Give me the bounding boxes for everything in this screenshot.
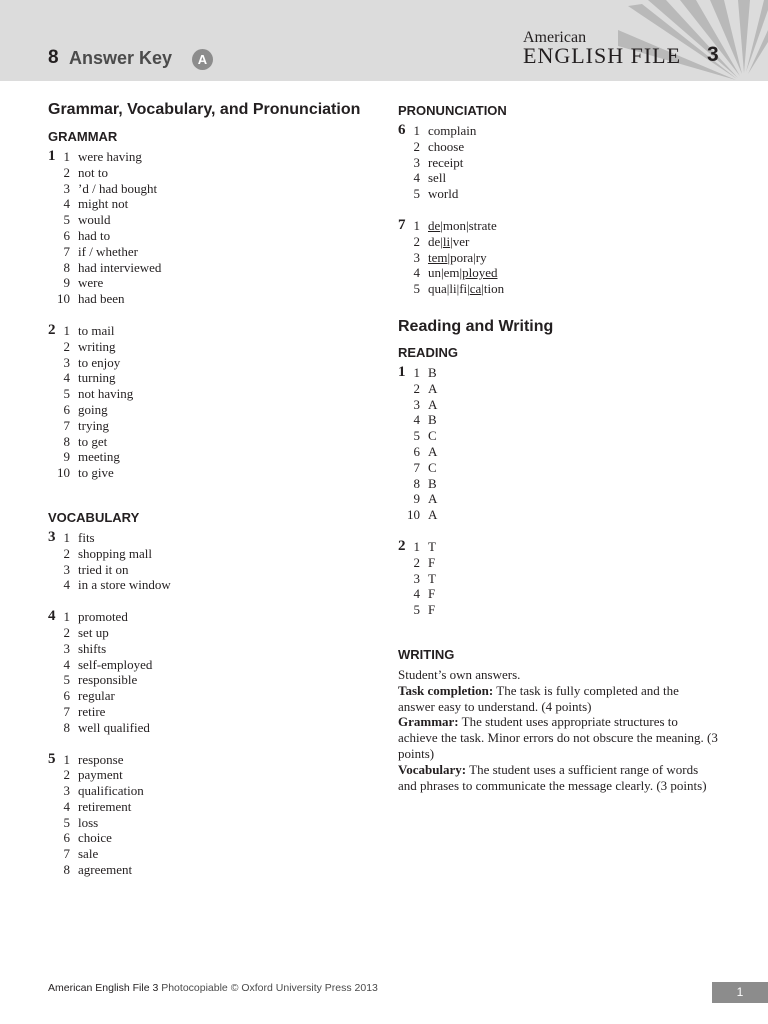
answer-item — [48, 688, 368, 704]
answer-item — [48, 434, 368, 450]
answer-item — [398, 412, 718, 428]
item-answer: shopping mall — [78, 545, 153, 561]
page-footer — [48, 982, 378, 994]
item-number: 1 — [63, 751, 70, 767]
answer-item — [398, 397, 718, 413]
answer-item — [48, 672, 368, 688]
answer-list — [398, 539, 718, 618]
item-number: 7 — [413, 459, 420, 475]
answer-item — [48, 339, 368, 355]
writing-intro: Student’s own answers. — [398, 666, 521, 682]
item-number: 8 — [63, 862, 70, 878]
item-answer: response — [78, 751, 124, 767]
left-column — [48, 100, 368, 878]
item-number: 3 — [63, 180, 70, 196]
answer-item — [48, 291, 368, 307]
item-number: 9 — [413, 491, 420, 507]
item-answer: sell — [428, 170, 447, 186]
item-number: 10 — [407, 507, 420, 523]
criterion-label: Grammar: — [398, 714, 459, 730]
item-answer: if / whether — [78, 243, 138, 259]
heading-vocabulary: VOCABULARY — [48, 509, 140, 525]
exercise-number: 1 — [48, 148, 56, 164]
item-number: 6 — [63, 830, 70, 846]
answer-item — [48, 165, 368, 181]
item-number: 4 — [413, 265, 420, 281]
answer-item — [398, 218, 718, 234]
exercise-number: 4 — [48, 608, 56, 625]
item-answer: self-employed — [78, 656, 153, 672]
item-number: 3 — [63, 561, 70, 577]
item-number: 2 — [63, 545, 70, 561]
answer-item — [48, 641, 368, 657]
criterion-grammar — [398, 714, 718, 761]
item-answer: had been — [78, 291, 125, 307]
item-number: 3 — [413, 396, 420, 412]
item-number: 6 — [63, 401, 70, 417]
item-number: 4 — [63, 196, 70, 212]
item-answer: loss — [78, 814, 99, 830]
item-answer: tried it on — [78, 561, 129, 577]
exercise-4 — [48, 609, 368, 735]
item-answer: regular — [78, 688, 115, 704]
item-answer: would — [78, 212, 111, 228]
answer-item — [398, 539, 718, 555]
item-answer: F — [428, 586, 436, 602]
answer-item — [48, 212, 368, 228]
answer-item — [48, 783, 368, 799]
answer-item — [398, 507, 718, 523]
answer-item — [48, 386, 368, 402]
item-answer: writing — [78, 338, 116, 354]
answer-item — [48, 418, 368, 434]
item-number: 4 — [63, 798, 70, 814]
item-number: 3 — [63, 354, 70, 370]
item-answer: well qualified — [78, 719, 150, 735]
answer-item — [398, 139, 718, 155]
stressed-syllable: ployed — [462, 265, 498, 281]
answer-item — [48, 815, 368, 831]
answer-item — [398, 281, 718, 297]
item-answer: promoted — [78, 609, 128, 625]
section-title-gvp: Grammar, Vocabulary, and Pronunciation — [48, 101, 361, 118]
answer-item — [48, 260, 368, 276]
brand-logo: ENGLISH FILE — [523, 43, 682, 68]
item-number: 5 — [413, 186, 420, 202]
item-number: 5 — [63, 386, 70, 402]
item-answer: might not — [78, 196, 129, 212]
exercise-number: 2 — [48, 321, 56, 338]
item-number: 1 — [413, 364, 420, 380]
item-answer: not having — [78, 386, 134, 402]
brand-top: American — [523, 29, 587, 46]
answer-list — [48, 609, 368, 735]
item-number: 7 — [63, 846, 70, 862]
syllable: un|em| — [428, 265, 463, 281]
item-answer: to enjoy — [78, 354, 121, 370]
answer-item — [48, 449, 368, 465]
item-number: 1 — [63, 609, 70, 625]
answer-item — [398, 555, 718, 571]
answer-list — [48, 149, 368, 307]
item-answer: A — [428, 507, 438, 523]
item-answer: choose — [428, 138, 465, 154]
item-answer: to mail — [78, 322, 115, 338]
item-answer: retire — [78, 703, 106, 719]
answer-item — [398, 491, 718, 507]
item-number: 5 — [413, 428, 420, 444]
answer-item — [48, 275, 368, 291]
exercise-number: 1 — [398, 363, 406, 380]
stressed-syllable: li — [442, 233, 451, 249]
item-answer: turning — [78, 370, 116, 386]
answer-item — [48, 752, 368, 768]
item-number: 6 — [63, 227, 70, 243]
page-number: 1 — [712, 982, 768, 1003]
answer-item — [398, 265, 718, 281]
answer-item — [48, 720, 368, 736]
item-number: 6 — [63, 688, 70, 704]
item-answer: B — [428, 364, 437, 380]
answer-item — [48, 546, 368, 562]
stressed-syllable: tem — [428, 249, 448, 265]
item-answer: A — [428, 443, 438, 459]
item-answer — [428, 218, 497, 234]
item-answer: going — [78, 401, 108, 417]
item-number: 2 — [413, 233, 420, 249]
item-answer: were having — [78, 149, 142, 164]
item-number: 8 — [63, 259, 70, 275]
item-number: 1 — [63, 529, 70, 545]
exercise-number: 5 — [48, 750, 56, 767]
heading-pronunciation: PRONUNCIATION — [398, 103, 507, 118]
exercise-number: 7 — [398, 216, 406, 233]
item-answer — [428, 250, 487, 266]
answer-item — [398, 428, 718, 444]
answer-list — [398, 123, 718, 202]
stressed-syllable: de — [428, 217, 441, 233]
item-answer: choice — [78, 830, 112, 846]
item-answer — [428, 265, 497, 281]
item-answer: A — [428, 491, 438, 507]
item-answer: retirement — [78, 798, 132, 814]
answer-item — [48, 370, 368, 386]
syllable: |pora|ry — [447, 249, 487, 265]
item-number: 2 — [63, 164, 70, 180]
item-number: 4 — [63, 577, 70, 593]
criterion-vocabulary — [398, 762, 718, 794]
item-answer: not to — [78, 164, 108, 180]
item-number: 3 — [63, 640, 70, 656]
page-title: Answer Key — [69, 48, 173, 68]
criterion-label: Task completion: — [398, 682, 494, 698]
answer-item — [398, 476, 718, 492]
item-answer: to give — [78, 465, 114, 481]
answer-item — [398, 460, 718, 476]
answer-item — [48, 846, 368, 862]
item-answer: shifts — [78, 640, 107, 656]
item-number: 5 — [413, 281, 420, 297]
unit-number: 8 — [48, 47, 59, 68]
item-number: 9 — [63, 449, 70, 465]
item-number: 5 — [63, 212, 70, 228]
item-number: 8 — [63, 433, 70, 449]
answer-item — [48, 149, 368, 165]
heading-writing: WRITING — [398, 646, 455, 662]
answer-item — [48, 196, 368, 212]
answer-list — [48, 323, 368, 481]
answer-item — [398, 602, 718, 618]
item-answer: world — [428, 186, 459, 202]
item-number: 2 — [63, 767, 70, 783]
item-answer: complain — [428, 123, 477, 138]
item-answer: B — [428, 412, 437, 428]
answer-item — [398, 170, 718, 186]
item-answer: B — [428, 475, 437, 491]
exercise-6 — [398, 123, 718, 202]
answer-item — [48, 465, 368, 481]
item-number: 10 — [57, 291, 70, 307]
stress-answer-list — [398, 218, 718, 297]
item-number: 1 — [413, 217, 420, 233]
answer-item — [48, 355, 368, 371]
writing-criteria — [398, 667, 718, 793]
answer-list — [48, 752, 368, 878]
item-answer: T — [428, 570, 436, 586]
item-answer: A — [428, 380, 438, 396]
answer-item — [48, 577, 368, 593]
answer-item — [48, 767, 368, 783]
exercise-5 — [48, 752, 368, 878]
item-answer: F — [428, 554, 436, 570]
right-column — [398, 100, 718, 793]
syllable: |tion — [481, 281, 505, 297]
exercise-number: 2 — [398, 537, 406, 554]
answer-item — [398, 250, 718, 266]
answer-item — [398, 571, 718, 587]
stressed-syllable: ca — [469, 281, 482, 297]
syllable: |ver — [450, 233, 470, 249]
item-number: 4 — [413, 412, 420, 428]
criterion-text: The student uses appropriate structures to achieve the task. Minor errors do not obscure the meaning. (3 points) — [398, 714, 718, 761]
answer-item — [48, 562, 368, 578]
answer-item — [48, 799, 368, 815]
section-title-reading-writing: Reading and Writing — [398, 317, 554, 335]
item-answer: were — [78, 275, 104, 291]
answer-item — [398, 444, 718, 460]
answer-item — [398, 186, 718, 202]
criterion-text: The task is fully completed and the answer easy to understand. (4 points) — [398, 682, 679, 714]
item-answer: ’d / had bought — [78, 180, 158, 196]
item-answer: in a store window — [78, 577, 171, 593]
item-number: 1 — [63, 149, 70, 164]
item-answer: C — [428, 428, 437, 444]
answer-item — [48, 228, 368, 244]
item-number: 10 — [57, 465, 70, 481]
item-answer: C — [428, 459, 437, 475]
item-answer: set up — [78, 624, 109, 640]
exercise-1 — [48, 149, 368, 307]
answer-item — [48, 244, 368, 260]
item-answer: had to — [78, 227, 111, 243]
answer-item — [48, 625, 368, 641]
item-number: 4 — [63, 656, 70, 672]
criterion-text: The student uses a sufficient range of words and phrases to communicate the message clearly. (3 points) — [398, 761, 707, 793]
answer-item — [398, 365, 718, 381]
criterion-label: Vocabulary: — [398, 761, 467, 777]
syllable: |mon|strate — [440, 217, 497, 233]
answer-item — [398, 234, 718, 250]
answer-item — [398, 155, 718, 171]
answer-item — [398, 586, 718, 602]
answer-item — [398, 381, 718, 397]
reading-exercise-2 — [398, 539, 718, 618]
answer-item — [48, 862, 368, 878]
item-answer: fits — [78, 529, 95, 545]
item-number: 4 — [413, 170, 420, 186]
item-number: 2 — [413, 380, 420, 396]
item-answer: F — [428, 602, 436, 618]
item-answer: receipt — [428, 154, 464, 170]
item-answer: trying — [78, 417, 110, 433]
item-number: 5 — [63, 814, 70, 830]
item-number: 3 — [413, 154, 420, 170]
item-number: 2 — [63, 624, 70, 640]
answer-item — [48, 323, 368, 339]
item-answer: meeting — [78, 449, 120, 465]
exercise-number: 6 — [398, 122, 406, 138]
answer-item — [48, 657, 368, 673]
page-header — [0, 0, 768, 81]
item-number: 1 — [63, 322, 70, 338]
item-number: 8 — [413, 475, 420, 491]
answer-item — [398, 123, 718, 139]
item-number: 1 — [413, 123, 420, 138]
heading-reading: READING — [398, 344, 458, 360]
item-number: 9 — [63, 275, 70, 291]
item-answer: T — [428, 538, 436, 554]
item-answer: A — [428, 396, 438, 412]
exercise-2 — [48, 323, 368, 481]
item-number: 7 — [63, 243, 70, 259]
item-number: 3 — [413, 249, 420, 265]
syllable: de| — [428, 233, 443, 249]
item-number: 3 — [413, 570, 420, 586]
answer-list — [48, 530, 368, 593]
item-number: 1 — [413, 538, 420, 554]
item-number: 7 — [63, 703, 70, 719]
item-number: 3 — [63, 783, 70, 799]
item-number: 6 — [413, 443, 420, 459]
footer-title: American English File 3 — [48, 982, 159, 994]
item-answer: responsible — [78, 672, 138, 688]
item-number: 2 — [413, 554, 420, 570]
item-answer — [428, 281, 504, 297]
item-number: 8 — [63, 719, 70, 735]
item-number: 2 — [63, 338, 70, 354]
item-answer — [428, 234, 469, 250]
version-badge: A — [192, 49, 213, 70]
item-answer: to get — [78, 433, 108, 449]
answer-item — [48, 830, 368, 846]
item-number: 2 — [413, 138, 420, 154]
answer-item — [48, 704, 368, 720]
item-answer: agreement — [78, 862, 133, 878]
answer-item — [48, 530, 368, 546]
item-number: 5 — [413, 602, 420, 618]
answer-item — [48, 402, 368, 418]
item-answer: qualification — [78, 783, 144, 799]
heading-grammar: GRAMMAR — [48, 129, 118, 144]
footer-copyright: Photocopiable © Oxford University Press 2013 — [161, 982, 378, 994]
item-answer: payment — [78, 767, 123, 783]
answer-item — [48, 609, 368, 625]
reading-exercise-1 — [398, 365, 718, 523]
item-answer: had interviewed — [78, 259, 162, 275]
answer-list — [398, 365, 718, 523]
brand-level: 3 — [707, 43, 719, 66]
syllable: qua|li|fi| — [428, 281, 470, 297]
item-answer: sale — [78, 846, 99, 862]
item-number: 4 — [63, 370, 70, 386]
item-number: 5 — [63, 672, 70, 688]
exercise-number: 3 — [48, 528, 56, 545]
exercise-7 — [398, 218, 718, 297]
item-number: 7 — [63, 417, 70, 433]
exercise-3 — [48, 530, 368, 593]
answer-item — [48, 181, 368, 197]
item-number: 4 — [413, 586, 420, 602]
criterion-task — [398, 683, 718, 715]
